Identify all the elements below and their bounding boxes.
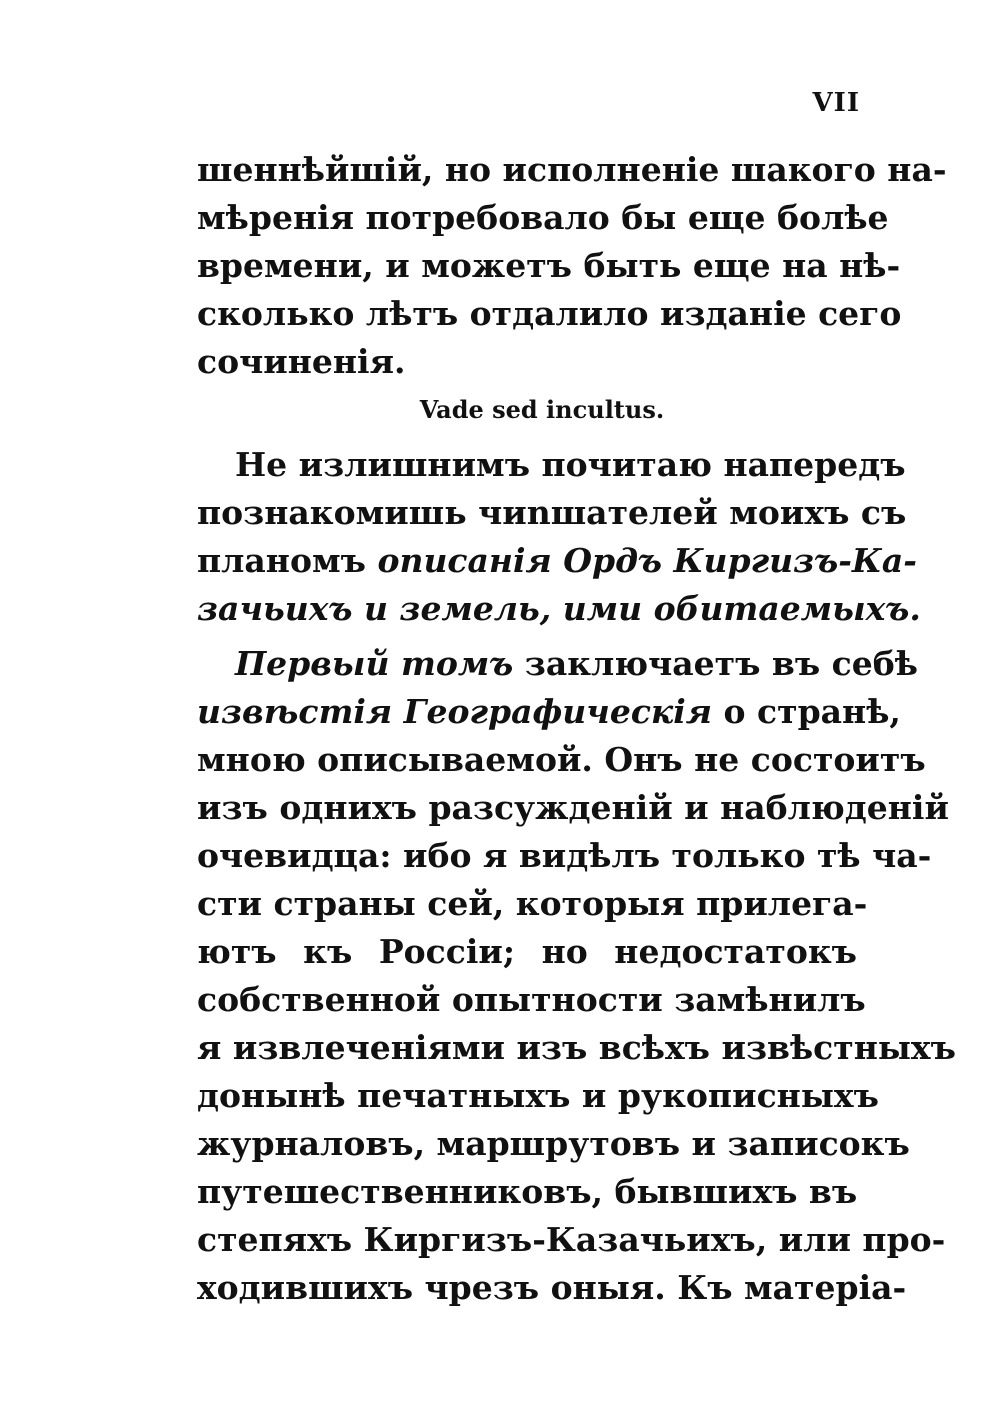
text-line: мѣренія потребовало бы еще болѣе	[197, 198, 889, 237]
text-line: сколько лѣтъ отдалило изданіе сего	[197, 294, 902, 333]
text-line: изъ однихъ разсужденій и наблюденій	[197, 788, 949, 827]
text-line: степяхъ Киргизъ-Казачьихъ, или про-	[197, 1220, 946, 1259]
plain-segment: о странѣ,	[723, 692, 901, 731]
text-line	[197, 688, 901, 736]
text-line: я извлеченіями изъ всѣхъ извѣстныхъ	[197, 1028, 956, 1067]
paragraph-continuation	[197, 146, 947, 386]
italic-segment: Первый томъ	[235, 644, 525, 683]
text-line: собственной опытности замѣнилъ	[197, 980, 866, 1019]
page-number: VII	[812, 88, 860, 118]
latin-motto: Vade sed incultus.	[419, 395, 665, 424]
text-line: журналовъ, маршрутовъ и записокъ	[197, 1124, 910, 1163]
text-line	[197, 537, 917, 585]
text-line: ходившихъ чрезъ оныя. Къ матеріа-	[197, 1268, 907, 1307]
text-line: ютъ къ Россіи; но недостатокъ	[197, 932, 857, 971]
text-line: донынѣ печатныхъ и рукописныхъ	[197, 1076, 879, 1115]
text-line	[197, 640, 918, 688]
plain-segment: заключаетъ въ себѣ	[524, 644, 918, 683]
text-line: очевидца: ибо я видѣлъ только тѣ ча-	[197, 836, 932, 875]
text-line: мною описываемой. Онъ не состоитъ	[197, 740, 926, 779]
paragraph-plan-intro	[197, 441, 921, 633]
text-line: шеннѣйшій, но исполненіе шакого на-	[197, 150, 947, 189]
text-line: Не излишнимъ почитаю напередъ	[235, 445, 906, 484]
text-line: времени, и можетъ быть еще на нѣ-	[197, 246, 901, 285]
text-line: сочиненія.	[197, 342, 406, 381]
text-line: познакомишь чиnшателей моихъ съ	[197, 493, 907, 532]
text-line: путешественниковъ, бывшихъ въ	[197, 1172, 858, 1211]
text-line: сти страны сей, которыя прилега-	[197, 884, 868, 923]
plain-segment: планомъ	[197, 541, 378, 580]
italic-title-segment: описанія Ордъ Киргизъ-Ка-	[377, 541, 917, 580]
italic-segment: извѣстія Географическія	[197, 692, 724, 731]
italic-title-line: зачьихъ и земель, ими обитаемыхъ.	[197, 589, 921, 628]
paragraph-first-volume	[197, 640, 956, 1312]
